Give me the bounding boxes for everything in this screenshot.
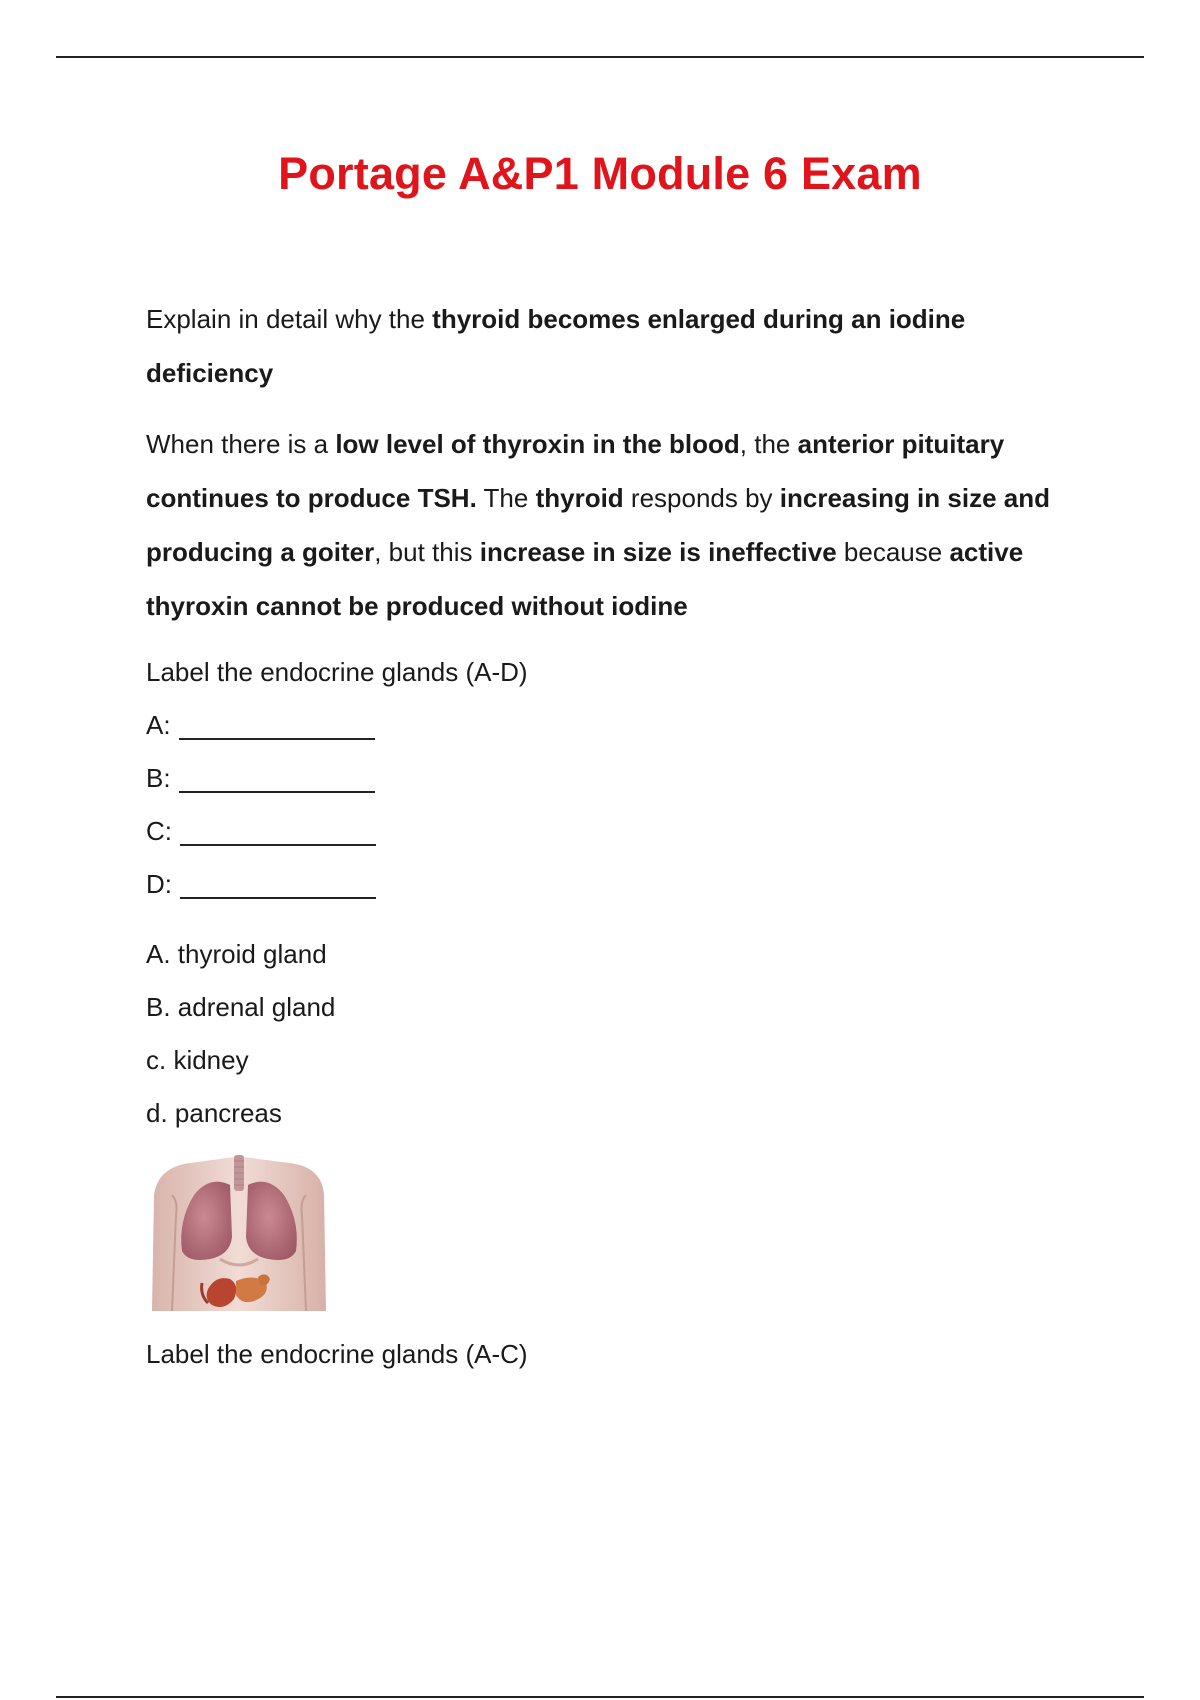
bottom-rule	[56, 1696, 1144, 1698]
answer-1-text-1: When there is a	[146, 429, 336, 459]
answer-2-c: c. kidney	[146, 1045, 249, 1075]
blank-row-b	[146, 758, 375, 798]
torso-anatomy-icon	[150, 1155, 328, 1311]
blank-line-b	[179, 765, 375, 793]
blank-label-d: D:	[146, 869, 172, 899]
blank-line-d	[180, 871, 376, 899]
answer-1-bold-1: low level of thyroxin in the blood	[335, 429, 740, 459]
page-title: Portage A&P1 Module 6 Exam	[278, 148, 922, 199]
question-1-text: Explain in detail why the	[146, 304, 433, 334]
question-3: Label the endocrine glands (A-C)	[146, 1339, 528, 1369]
top-rule	[56, 56, 1144, 58]
torso-anatomy-figure	[150, 1155, 328, 1311]
blank-line-a	[179, 712, 375, 740]
blank-row-a	[146, 705, 375, 745]
answer-1-bold-5: increase in size is ineffective	[479, 537, 837, 567]
blank-row-d	[146, 864, 376, 904]
answer-2-d: d. pancreas	[146, 1098, 282, 1128]
answer-1-text-2: , the	[739, 429, 798, 459]
answer-2-b: B. adrenal gland	[146, 992, 336, 1022]
question-1-bold: thyroid becomes enlarged during an iodine deficiency	[146, 304, 966, 388]
answer-1-bold-4: increasing in size and producing a goiter	[146, 483, 1050, 567]
question-2: Label the endocrine glands (A-D)	[146, 657, 528, 687]
blank-label-c: C:	[146, 816, 172, 846]
answer-2-a: A. thyroid gland	[146, 939, 327, 969]
answer-1-text-4: responds by	[623, 483, 780, 513]
answer-1-bold-6: active thyroxin cannot be produced without iodine	[146, 537, 1024, 621]
answer-1-bold-3: thyroid	[535, 483, 624, 513]
answer-1	[146, 417, 1086, 633]
answer-1-text-6: because	[836, 537, 950, 567]
answer-1-text-3: The	[476, 483, 536, 513]
blank-label-b: B:	[146, 763, 171, 793]
blank-label-a: A:	[146, 710, 171, 740]
blank-row-c	[146, 811, 376, 851]
answer-1-bold-2: anterior pituitary continues to produce TSH.	[146, 429, 1005, 513]
blank-line-c	[180, 818, 376, 846]
question-1	[146, 292, 1086, 400]
answer-1-text-5: , but this	[374, 537, 480, 567]
